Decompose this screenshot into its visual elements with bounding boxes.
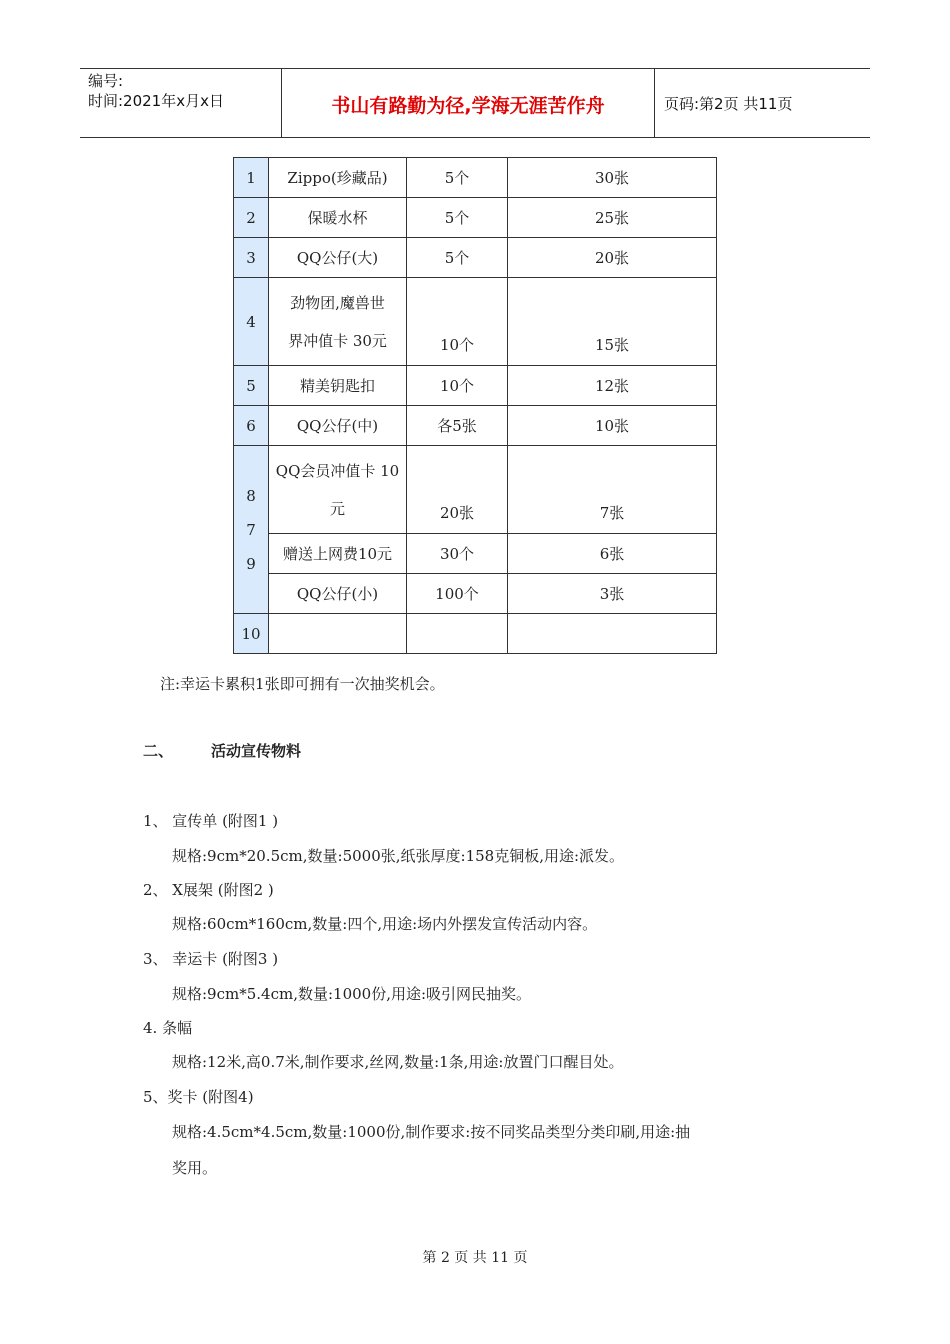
prize-name: Zippo(珍藏品) — [269, 158, 407, 198]
row-number: 9 — [246, 554, 256, 573]
row-number: 4 — [234, 278, 269, 366]
row-number: 1 — [234, 158, 269, 198]
prize-name — [269, 446, 407, 534]
prize-name: 保暖水杯 — [269, 198, 407, 238]
prize-name-line: 劲物团,魔兽世 — [290, 293, 385, 312]
row-number: 2 — [234, 198, 269, 238]
cards-required: 12张 — [508, 366, 717, 406]
prize-name: QQ公仔(小) — [269, 574, 407, 614]
prize-name: 赠送上网费10元 — [269, 534, 407, 574]
material-item-title: 3、 幸运卡 (附图3 ) — [143, 950, 279, 968]
page-footer: 第 2 页 共 11 页 — [422, 1250, 528, 1266]
table-row — [234, 278, 717, 366]
cards-required: 20张 — [508, 238, 717, 278]
material-item-title: 4. 条幅 — [143, 1019, 193, 1037]
material-item-title: 2、 X展架 (附图2 ) — [143, 881, 274, 899]
cards-required: 3张 — [508, 574, 717, 614]
table-row — [234, 574, 717, 614]
material-item-spec: 规格:9cm*20.5cm,数量:5000张,纸张厚度:158克铜板,用途:派发。 — [172, 847, 625, 865]
row-number-group — [234, 446, 269, 614]
prize-quantity: 10个 — [407, 366, 508, 406]
prize-quantity: 20张 — [407, 446, 508, 534]
prize-name — [269, 278, 407, 366]
material-item-spec: 规格:60cm*160cm,数量:四个,用途:场内外摆发宣传活动内容。 — [172, 915, 598, 933]
material-item-spec: 规格:12米,高0.7米,制作要求,丝网,数量:1条,用途:放置门口醒目处。 — [172, 1053, 624, 1071]
prize-name — [269, 614, 407, 654]
table-row — [234, 366, 717, 406]
table-row — [234, 238, 717, 278]
prize-quantity: 30个 — [407, 534, 508, 574]
row-number: 7 — [246, 520, 256, 539]
table-row — [234, 534, 717, 574]
cards-required — [508, 614, 717, 654]
section-number: 二、 — [143, 742, 174, 760]
cards-required: 30张 — [508, 158, 717, 198]
header-page-label: 页码:第2页 共11页 — [664, 95, 793, 113]
row-number: 10 — [234, 614, 269, 654]
cards-required: 25张 — [508, 198, 717, 238]
material-item-spec: 规格:9cm*5.4cm,数量:1000份,用途:吸引网民抽奖。 — [172, 985, 532, 1003]
time-label: 时间:2021年x月x日 — [88, 92, 224, 110]
row-number: 3 — [234, 238, 269, 278]
material-item-title: 5、奖卡 (附图4) — [143, 1088, 254, 1106]
row-number: 8 — [246, 486, 256, 505]
prize-quantity — [407, 614, 508, 654]
cards-required: 6张 — [508, 534, 717, 574]
page-header — [80, 68, 870, 138]
table-row — [234, 446, 717, 534]
prize-quantity: 100个 — [407, 574, 508, 614]
header-motto: 书山有路勤为径,学海无涯苦作舟 — [331, 95, 605, 117]
table-row — [234, 158, 717, 198]
prize-quantity: 10个 — [407, 278, 508, 366]
material-item-title: 1、 宣传单 (附图1 ) — [143, 812, 279, 830]
table-row — [234, 198, 717, 238]
header-divider — [654, 69, 655, 137]
prize-name: 精美钥匙扣 — [269, 366, 407, 406]
prize-quantity: 5个 — [407, 198, 508, 238]
prize-table — [233, 157, 717, 654]
prize-name-line: 界冲值卡 30元 — [288, 331, 387, 350]
row-number: 5 — [234, 366, 269, 406]
header-meta — [88, 71, 278, 111]
material-item-spec: 规格:4.5cm*4.5cm,数量:1000份,制作要求:按不同奖品类型分类印刷,用途:抽 — [172, 1123, 691, 1141]
number-label: 编号: — [88, 72, 124, 90]
section-title: 活动宣传物料 — [211, 742, 302, 760]
cards-required: 15张 — [508, 278, 717, 366]
prize-quantity: 5个 — [407, 238, 508, 278]
prize-name: QQ公仔(中) — [269, 406, 407, 446]
prize-quantity: 5个 — [407, 158, 508, 198]
prize-name-line: QQ会员冲值卡 10 — [275, 461, 400, 480]
prize-quantity: 各5张 — [407, 406, 508, 446]
cards-required: 10张 — [508, 406, 717, 446]
prize-name-line: 元 — [329, 499, 345, 518]
prize-name: QQ公仔(大) — [269, 238, 407, 278]
cards-required: 7张 — [508, 446, 717, 534]
lucky-card-note: 注:幸运卡累积1张即可拥有一次抽奖机会。 — [160, 675, 445, 693]
table-row — [234, 406, 717, 446]
material-item-spec-continued: 奖用。 — [172, 1159, 218, 1177]
table-row — [234, 614, 717, 654]
row-number: 6 — [234, 406, 269, 446]
